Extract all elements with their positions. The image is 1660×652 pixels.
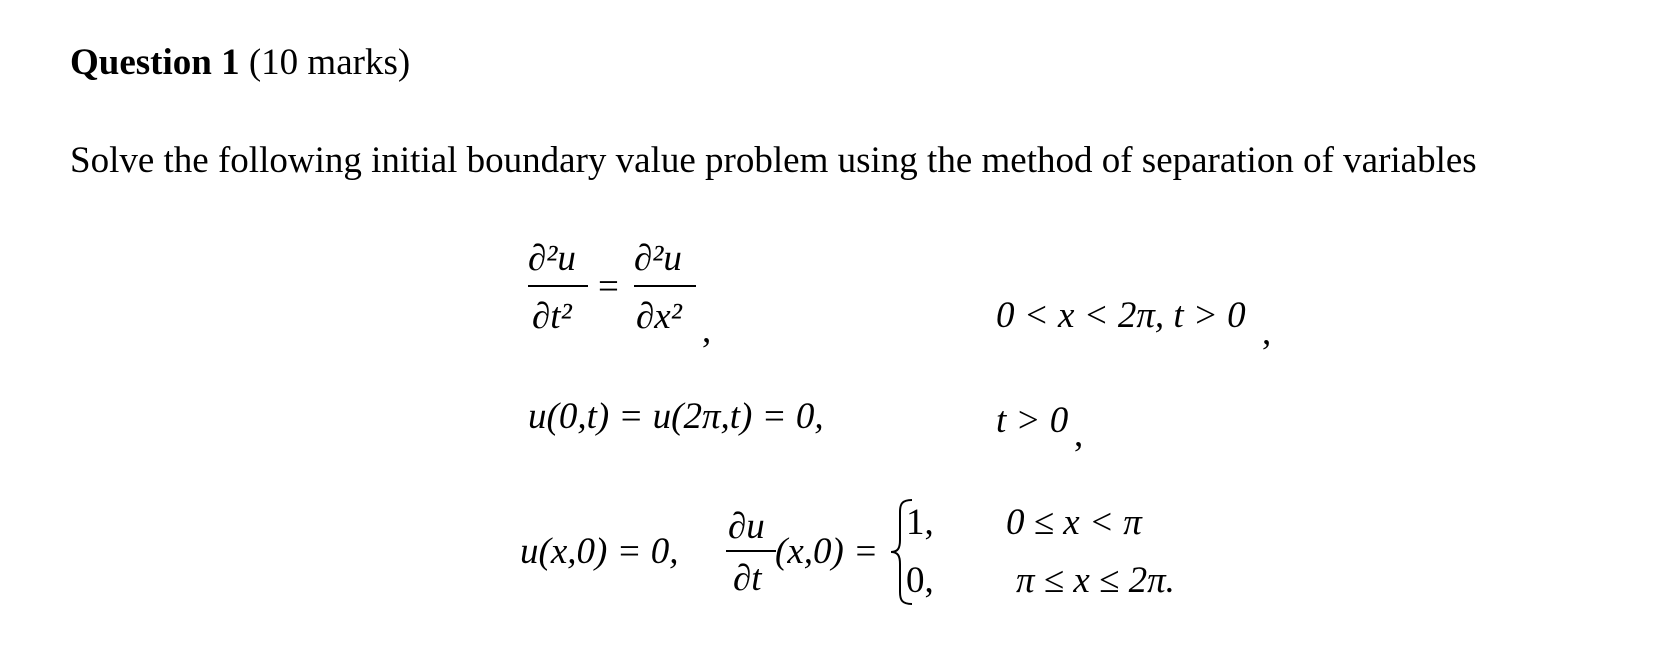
initial-derivative-argument: (x,0) =: [775, 531, 879, 572]
case2-range: π ≤ x ≤ 2π.: [1016, 560, 1175, 601]
pde-lhs-numerator: ∂²u: [528, 238, 576, 279]
boundary-domain: t > 0: [996, 400, 1069, 441]
pde-domain: 0 < x < 2π, t > 0: [996, 295, 1246, 336]
pde-lhs-denominator: ∂t²: [532, 296, 572, 337]
case1-value: 1,: [906, 502, 934, 543]
boundary-equation: u(0,t) = u(2π,t) = 0,: [528, 396, 824, 437]
initial-derivative-numerator: ∂u: [728, 506, 765, 547]
case2-value: 0,: [906, 560, 934, 601]
case1-range: 0 ≤ x < π: [1006, 502, 1142, 543]
initial-derivative-fraction-bar: [726, 550, 776, 552]
pde-equals-sign: =: [598, 266, 619, 307]
initial-displacement: u(x,0) = 0,: [520, 531, 679, 572]
question-heading: [70, 44, 410, 81]
question-marks: (10 marks): [248, 42, 411, 83]
question-title: Question 1: [70, 42, 240, 83]
pde-domain-comma: ,: [1262, 312, 1272, 353]
pde-lhs-fraction-bar: [528, 285, 588, 287]
boundary-domain-comma: ,: [1074, 414, 1084, 455]
initial-derivative-denominator: ∂t: [733, 558, 762, 599]
pde-rhs-numerator: ∂²u: [634, 238, 682, 279]
pde-rhs-denominator: ∂x²: [636, 296, 682, 337]
instruction-text: Solve the following initial boundary value problem using the method of separation of variables: [70, 140, 1477, 181]
pde-trailing-comma: ,: [702, 310, 712, 351]
pde-rhs-fraction-bar: [634, 285, 696, 287]
